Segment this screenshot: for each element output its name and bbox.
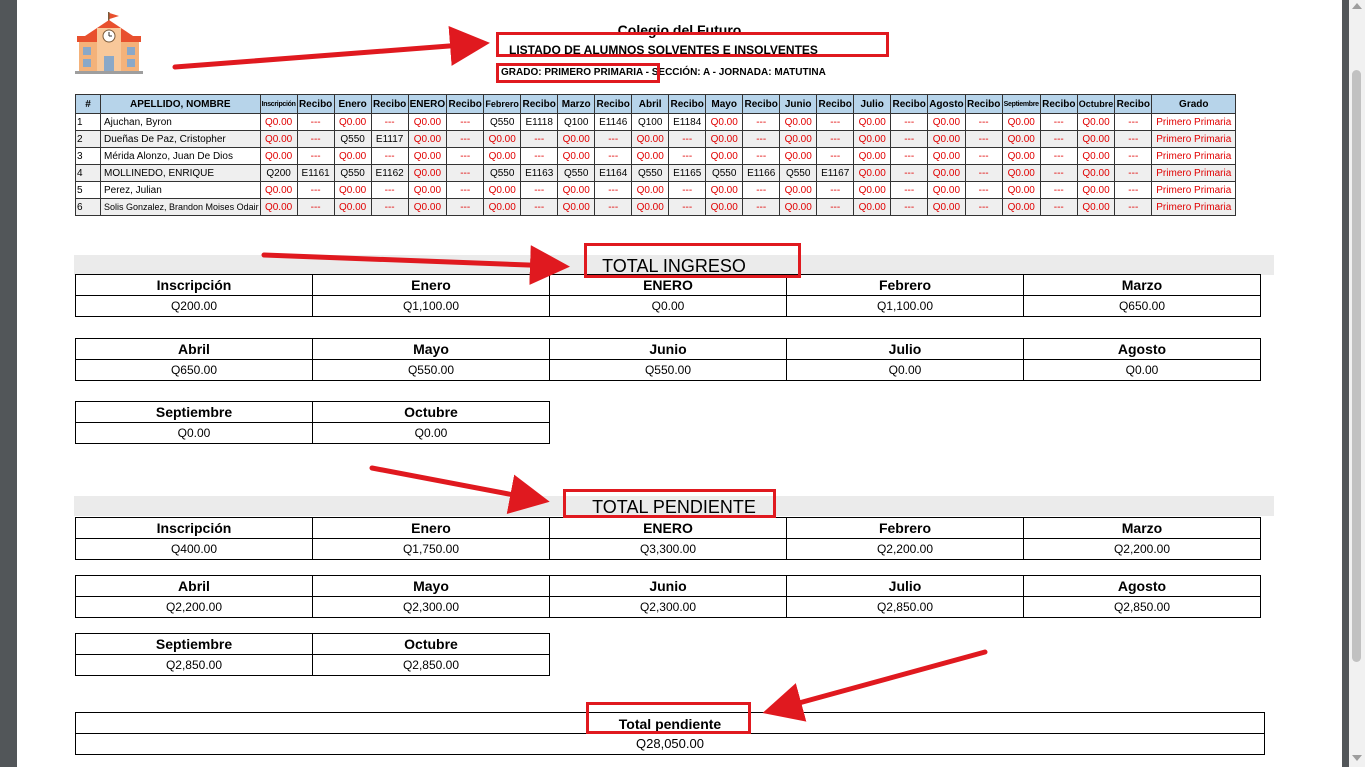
table-cell: Q0.00 — [558, 148, 595, 165]
table-cell: E1146 — [595, 114, 632, 131]
table-cell: Q0.00 — [558, 182, 595, 199]
table-cell: --- — [965, 199, 1002, 216]
table-cell: Primero Primaria — [1152, 199, 1236, 216]
summary-label: Inscripción — [76, 518, 313, 539]
table-cell: Q550 — [780, 165, 817, 182]
table-cell: 6 — [76, 199, 101, 216]
column-header: Recibo — [669, 95, 706, 114]
table-cell: E1167 — [817, 165, 854, 182]
table-cell: Q0.00 — [408, 182, 447, 199]
column-header: Septiembre — [1002, 95, 1040, 114]
table-cell: Q0.00 — [1002, 165, 1040, 182]
table-cell: --- — [743, 131, 780, 148]
table-cell: --- — [891, 114, 928, 131]
table-cell: --- — [669, 131, 706, 148]
summary-value: Q2,850.00 — [313, 655, 550, 676]
table-cell: Q550 — [484, 165, 521, 182]
summary-value: Q0.00 — [550, 296, 787, 317]
school-name: Colegio del Futuro — [617, 22, 742, 38]
grade-section-line: GRADO: PRIMERO PRIMARIA - SECCIÓN: A - JORNADA: MATUTINA — [501, 67, 826, 78]
table-cell: Q0.00 — [260, 148, 297, 165]
table-cell: Q0.00 — [1002, 114, 1040, 131]
column-header: Recibo — [1040, 95, 1077, 114]
table-cell: --- — [1115, 114, 1152, 131]
table-cell: --- — [447, 199, 484, 216]
summary-label: Septiembre — [76, 402, 313, 423]
column-header: Recibo — [595, 95, 632, 114]
table-cell: --- — [447, 182, 484, 199]
arrow-to-grand-total — [777, 652, 985, 709]
table-cell: Q0.00 — [558, 199, 595, 216]
scroll-down-icon[interactable] — [1352, 755, 1362, 761]
list-title: LISTADO DE ALUMNOS SOLVENTES E INSOLVENTES — [509, 43, 818, 57]
table-cell: Q0.00 — [854, 199, 891, 216]
table-cell: --- — [965, 182, 1002, 199]
column-header: Mayo — [706, 95, 743, 114]
table-cell: Q0.00 — [928, 199, 965, 216]
table-cell: Q0.00 — [260, 199, 297, 216]
summary-value: Q2,850.00 — [1024, 597, 1261, 618]
table-cell: Dueñas De Paz, Cristopher — [101, 131, 261, 148]
table-cell: MOLLINEDO, ENRIQUE — [101, 165, 261, 182]
table-cell: Q0.00 — [780, 131, 817, 148]
table-cell: Q0.00 — [928, 165, 965, 182]
table-cell: --- — [297, 199, 334, 216]
table-cell: --- — [447, 114, 484, 131]
arrow-to-total-pendiente — [372, 468, 535, 499]
table-cell: Solis Gonzalez, Brandon Moises Odair — [101, 199, 261, 216]
table-cell: --- — [669, 148, 706, 165]
column-header: Recibo — [371, 95, 408, 114]
table-cell: Primero Primaria — [1152, 114, 1236, 131]
table-cell: --- — [521, 182, 558, 199]
table-cell: Q0.00 — [408, 131, 447, 148]
table-cell: --- — [297, 148, 334, 165]
table-cell: Q0.00 — [632, 148, 669, 165]
table-cell: --- — [965, 148, 1002, 165]
summary-value: Q2,850.00 — [787, 597, 1024, 618]
summary-value: Q2,300.00 — [313, 597, 550, 618]
table-cell: Q0.00 — [632, 131, 669, 148]
column-header: Abril — [632, 95, 669, 114]
total-pendiente-title: TOTAL PENDIENTE — [592, 497, 756, 517]
summary-label: Junio — [550, 576, 787, 597]
table-cell: --- — [965, 114, 1002, 131]
summary-label: Inscripción — [76, 275, 313, 296]
vertical-scrollbar[interactable] — [1349, 0, 1365, 767]
table-cell: Q0.00 — [928, 114, 965, 131]
table-cell: --- — [1040, 165, 1077, 182]
table-cell: Q0.00 — [632, 199, 669, 216]
table-cell: --- — [1115, 148, 1152, 165]
table-cell: --- — [891, 148, 928, 165]
summary-label: Septiembre — [76, 634, 313, 655]
table-cell: --- — [891, 199, 928, 216]
table-cell: --- — [965, 131, 1002, 148]
summary-label: Abril — [76, 576, 313, 597]
table-cell: E1163 — [521, 165, 558, 182]
summary-label: Marzo — [1024, 518, 1261, 539]
table-cell: Q0.00 — [1077, 114, 1115, 131]
table-cell: Q100 — [558, 114, 595, 131]
table-cell: Q0.00 — [706, 114, 743, 131]
table-cell: Q550 — [484, 114, 521, 131]
column-header: Grado — [1152, 95, 1236, 114]
table-cell: Q0.00 — [706, 199, 743, 216]
column-header: Octubre — [1077, 95, 1115, 114]
table-cell: --- — [297, 114, 334, 131]
table-cell: --- — [1115, 182, 1152, 199]
column-header: Recibo — [817, 95, 854, 114]
table-cell: Q0.00 — [408, 165, 447, 182]
summary-value: Q1,100.00 — [313, 296, 550, 317]
summary-value: Q2,200.00 — [787, 539, 1024, 560]
table-cell: E1166 — [743, 165, 780, 182]
column-header: APELLIDO, NOMBRE — [101, 95, 261, 114]
scrollbar-thumb[interactable] — [1352, 70, 1361, 662]
table-cell: Q0.00 — [558, 131, 595, 148]
table-cell: --- — [521, 148, 558, 165]
total-ingreso-title: TOTAL INGRESO — [602, 256, 746, 276]
table-cell: Q0.00 — [334, 114, 371, 131]
column-header: Inscripción — [260, 95, 297, 114]
summary-value: Q650.00 — [76, 360, 313, 381]
summary-label: Octubre — [313, 402, 550, 423]
table-cell: Q0.00 — [632, 182, 669, 199]
table-cell: Perez, Julian — [101, 182, 261, 199]
summary-label: Enero — [313, 518, 550, 539]
summary-value: Q0.00 — [76, 423, 313, 444]
table-cell: Q0.00 — [928, 182, 965, 199]
column-header: Recibo — [965, 95, 1002, 114]
table-cell: E1164 — [595, 165, 632, 182]
table-cell: --- — [595, 131, 632, 148]
summary-value: Q2,200.00 — [76, 597, 313, 618]
table-cell: Q0.00 — [854, 165, 891, 182]
summary-value: Q1,750.00 — [313, 539, 550, 560]
summary-value: Q2,850.00 — [76, 655, 313, 676]
column-header: Agosto — [928, 95, 965, 114]
table-cell: Q0.00 — [484, 131, 521, 148]
table-cell: 4 — [76, 165, 101, 182]
table-cell: Q0.00 — [334, 182, 371, 199]
table-cell: --- — [1115, 165, 1152, 182]
table-cell: --- — [521, 131, 558, 148]
table-cell: Q0.00 — [334, 148, 371, 165]
annotation-arrows — [17, 0, 1342, 767]
table-cell: --- — [891, 182, 928, 199]
table-cell: Q0.00 — [780, 148, 817, 165]
table-cell: Q550 — [334, 165, 371, 182]
summary-label: Febrero — [787, 275, 1024, 296]
column-header: ENERO — [408, 95, 447, 114]
table-cell: Q0.00 — [854, 131, 891, 148]
table-cell: --- — [669, 199, 706, 216]
table-cell: Q0.00 — [706, 148, 743, 165]
table-cell: Q0.00 — [706, 131, 743, 148]
table-cell: Q0.00 — [1002, 199, 1040, 216]
table-cell: --- — [817, 182, 854, 199]
table-cell: --- — [1040, 131, 1077, 148]
table-cell: Q0.00 — [260, 114, 297, 131]
table-cell: --- — [297, 131, 334, 148]
summary-label: Agosto — [1024, 339, 1261, 360]
table-cell: --- — [447, 131, 484, 148]
summary-label: Abril — [76, 339, 313, 360]
table-cell: --- — [817, 131, 854, 148]
summary-value: Q2,200.00 — [1024, 539, 1261, 560]
grand-total-value: Q28,050.00 — [636, 736, 704, 751]
table-cell: --- — [447, 148, 484, 165]
table-cell: Q550 — [706, 165, 743, 182]
summary-label: Agosto — [1024, 576, 1261, 597]
table-cell: E1165 — [669, 165, 706, 182]
summary-value: Q0.00 — [313, 423, 550, 444]
table-cell: E1118 — [521, 114, 558, 131]
table-cell: --- — [297, 182, 334, 199]
summary-value: Q550.00 — [313, 360, 550, 381]
column-header: Recibo — [521, 95, 558, 114]
table-cell: --- — [1040, 148, 1077, 165]
table-cell: Q0.00 — [1077, 199, 1115, 216]
table-cell: Mérida Alonzo, Juan De Dios — [101, 148, 261, 165]
table-cell: --- — [371, 199, 408, 216]
table-cell: --- — [521, 199, 558, 216]
table-cell: Q0.00 — [1002, 131, 1040, 148]
table-cell: Q0.00 — [484, 148, 521, 165]
table-cell: Q0.00 — [260, 182, 297, 199]
table-cell: --- — [371, 114, 408, 131]
table-cell: --- — [891, 131, 928, 148]
summary-label: Mayo — [313, 339, 550, 360]
arrow-to-title — [175, 44, 475, 67]
summary-label: Febrero — [787, 518, 1024, 539]
table-cell: Q0.00 — [1002, 182, 1040, 199]
table-cell: --- — [669, 182, 706, 199]
grand-total-label: Total pendiente — [76, 713, 1264, 734]
table-cell: E1117 — [371, 131, 408, 148]
table-cell: Q550 — [334, 131, 371, 148]
table-cell: Primero Primaria — [1152, 165, 1236, 182]
summary-value: Q200.00 — [76, 296, 313, 317]
column-header: Junio — [780, 95, 817, 114]
table-cell: Q0.00 — [260, 131, 297, 148]
table-cell: E1184 — [669, 114, 706, 131]
table-cell: Ajuchan, Byron — [101, 114, 261, 131]
summary-label: Julio — [787, 339, 1024, 360]
table-cell: Q0.00 — [334, 199, 371, 216]
column-header: Recibo — [891, 95, 928, 114]
table-cell: E1162 — [371, 165, 408, 182]
report-page — [17, 0, 1342, 767]
table-cell: Q0.00 — [1002, 148, 1040, 165]
column-header: Recibo — [447, 95, 484, 114]
summary-value: Q1,100.00 — [787, 296, 1024, 317]
table-cell: Primero Primaria — [1152, 148, 1236, 165]
column-header: Recibo — [743, 95, 780, 114]
scroll-up-icon[interactable] — [1352, 3, 1362, 9]
summary-label: ENERO — [550, 275, 787, 296]
table-cell: --- — [817, 114, 854, 131]
table-cell: Q0.00 — [408, 199, 447, 216]
table-cell: Q0.00 — [1077, 165, 1115, 182]
table-cell: --- — [1115, 199, 1152, 216]
table-cell: Q0.00 — [780, 199, 817, 216]
table-cell: --- — [891, 165, 928, 182]
table-cell: --- — [743, 199, 780, 216]
table-cell: Primero Primaria — [1152, 182, 1236, 199]
column-header: Enero — [334, 95, 371, 114]
summary-label: Junio — [550, 339, 787, 360]
arrow-to-total-ingreso — [264, 255, 555, 266]
table-cell: --- — [965, 165, 1002, 182]
summary-label: Octubre — [313, 634, 550, 655]
table-cell: Q0.00 — [1077, 182, 1115, 199]
table-cell: Q0.00 — [1077, 148, 1115, 165]
table-cell: Q0.00 — [928, 131, 965, 148]
table-cell: Q0.00 — [408, 114, 447, 131]
table-cell: 2 — [76, 131, 101, 148]
table-cell: --- — [1040, 182, 1077, 199]
column-header: # — [76, 95, 101, 114]
summary-value: Q650.00 — [1024, 296, 1261, 317]
summary-label: ENERO — [550, 518, 787, 539]
column-header: Febrero — [484, 95, 521, 114]
summary-label: Julio — [787, 576, 1024, 597]
table-cell: --- — [1040, 199, 1077, 216]
summary-label: Mayo — [313, 576, 550, 597]
table-cell: Q0.00 — [780, 182, 817, 199]
summary-value: Q0.00 — [1024, 360, 1261, 381]
table-cell: --- — [743, 114, 780, 131]
table-cell: Q550 — [632, 165, 669, 182]
table-cell: 3 — [76, 148, 101, 165]
summary-value: Q0.00 — [787, 360, 1024, 381]
table-cell: Q200 — [260, 165, 297, 182]
table-cell: Primero Primaria — [1152, 131, 1236, 148]
table-cell: --- — [743, 148, 780, 165]
table-cell: --- — [1115, 131, 1152, 148]
table-cell: Q0.00 — [780, 114, 817, 131]
summary-value: Q550.00 — [550, 360, 787, 381]
table-cell: Q0.00 — [928, 148, 965, 165]
table-cell: Q100 — [632, 114, 669, 131]
table-cell: --- — [1040, 114, 1077, 131]
table-cell: --- — [371, 148, 408, 165]
column-header: Marzo — [558, 95, 595, 114]
table-cell: --- — [743, 182, 780, 199]
summary-value: Q2,300.00 — [550, 597, 787, 618]
table-cell: --- — [595, 182, 632, 199]
table-cell: Q0.00 — [484, 182, 521, 199]
table-cell: 1 — [76, 114, 101, 131]
summary-value: Q400.00 — [76, 539, 313, 560]
table-cell: --- — [817, 148, 854, 165]
table-cell: --- — [595, 199, 632, 216]
table-cell: Q0.00 — [854, 182, 891, 199]
summary-label: Marzo — [1024, 275, 1261, 296]
column-header: Julio — [854, 95, 891, 114]
table-cell: Q0.00 — [408, 148, 447, 165]
table-cell: Q0.00 — [854, 148, 891, 165]
table-cell: 5 — [76, 182, 101, 199]
column-header: Recibo — [1115, 95, 1152, 114]
table-cell: Q0.00 — [706, 182, 743, 199]
table-cell: Q0.00 — [1077, 131, 1115, 148]
table-cell: --- — [371, 182, 408, 199]
summary-label: Enero — [313, 275, 550, 296]
column-header: Recibo — [297, 95, 334, 114]
summary-value: Q3,300.00 — [550, 539, 787, 560]
table-cell: Q0.00 — [484, 199, 521, 216]
table-cell: Q0.00 — [854, 114, 891, 131]
table-cell: --- — [595, 148, 632, 165]
table-cell: Q550 — [558, 165, 595, 182]
table-cell: E1161 — [297, 165, 334, 182]
table-cell: --- — [447, 165, 484, 182]
table-cell: --- — [817, 199, 854, 216]
